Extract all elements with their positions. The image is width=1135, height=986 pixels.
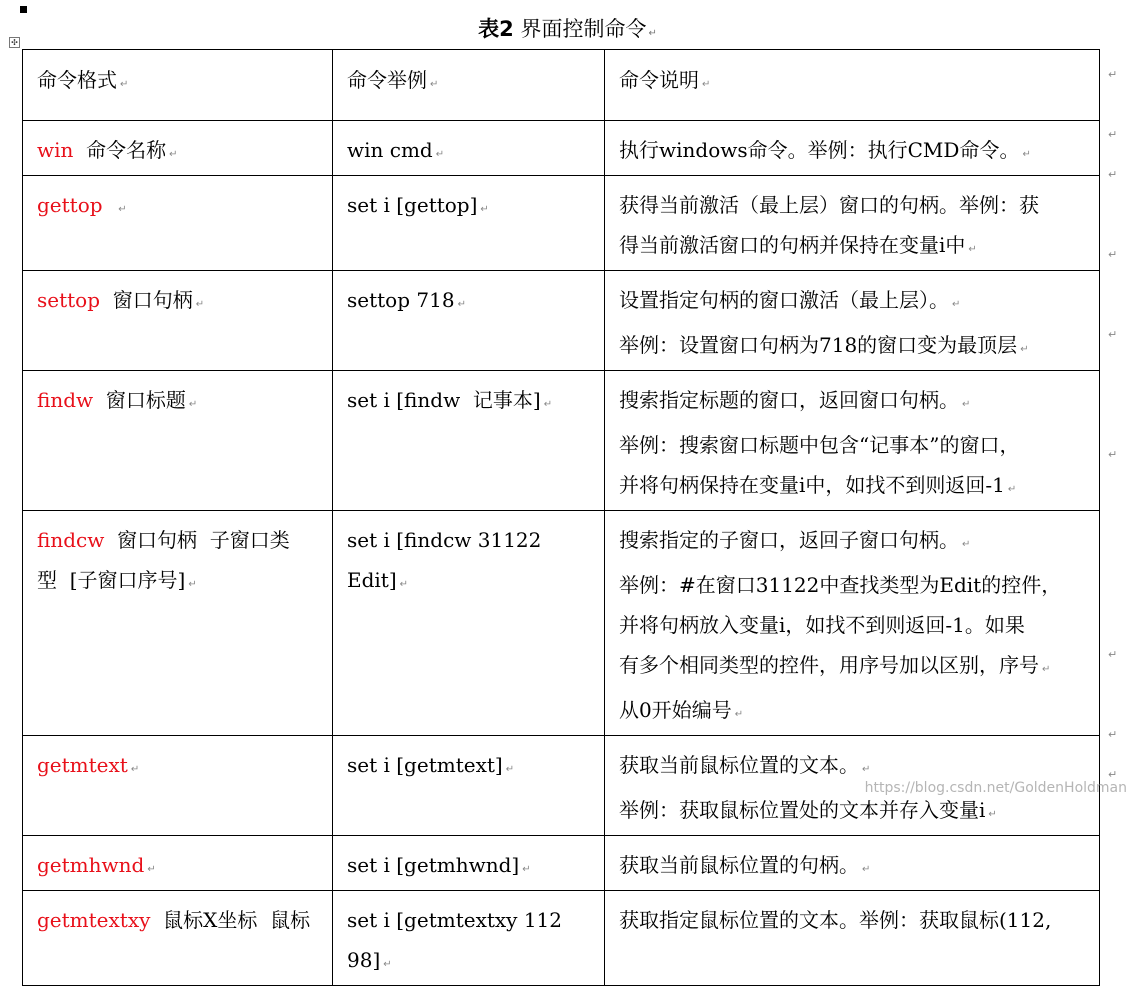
example-cell: set i [gettop] ↵ — [333, 176, 605, 271]
command-args: 窗口句柄 子窗口类 — [117, 528, 290, 552]
format-cell: gettop ↵ — [23, 176, 333, 271]
command-name: findcw — [37, 528, 105, 552]
format-cell: findw 窗口标题 ↵ — [23, 371, 333, 511]
table-row — [23, 271, 1100, 371]
table-row — [23, 836, 1100, 891]
command-table — [22, 49, 1100, 986]
header-description: 命令说明 ↵ — [605, 50, 1100, 121]
example-cell: set i [findw 记事本] ↵ — [333, 371, 605, 511]
table-move-handle-icon[interactable]: ✣ — [9, 37, 20, 48]
example-cell: set i [findcw 31122 Edit] ↵ — [333, 511, 605, 736]
row-end-mark: ↵ — [1108, 448, 1118, 461]
command-args: 命令名称 — [86, 138, 167, 162]
example-cell: settop 718 ↵ — [333, 271, 605, 371]
format-cell: getmhwnd ↵ — [23, 836, 333, 891]
command-args: 窗口标题 — [105, 388, 186, 412]
command-name: win — [37, 138, 74, 162]
row-end-mark: ↵ — [1108, 68, 1118, 81]
command-args-cont: 型 [子窗口序号] — [37, 568, 186, 592]
description-cell: 获取当前鼠标位置的文本。 ↵ 举例：获取鼠标位置处的文本并存入变量i ↵ — [605, 736, 1100, 836]
format-cell: findcw 窗口句柄 子窗口类 型 [子窗口序号] ↵ — [23, 511, 333, 736]
caption-title: 界面控制命令 — [520, 17, 647, 41]
table-row — [23, 121, 1100, 176]
format-cell: settop 窗口句柄 ↵ — [23, 271, 333, 371]
command-args: 鼠标X坐标 鼠标 — [163, 908, 311, 932]
row-end-mark: ↵ — [1108, 768, 1118, 781]
header-example: 命令举例 ↵ — [333, 50, 605, 121]
command-name: getmtext — [37, 753, 128, 777]
row-end-mark: ↵ — [1108, 328, 1118, 341]
command-name: getmtextxy — [37, 908, 151, 932]
table-row — [23, 511, 1100, 736]
watermark: https://blog.csdn.net/GoldenHoldman — [864, 780, 1127, 796]
caption-number: 表2 — [478, 17, 514, 41]
description-cell: 获取当前鼠标位置的句柄。 ↵ — [605, 836, 1100, 891]
description-cell: 搜索指定标题的窗口，返回窗口句柄。 ↵ 举例：搜索窗口标题中包含“记事本”的窗口， 并将句柄保持在变量i中，如找不到则返回-1 ↵ — [605, 371, 1100, 511]
row-end-mark: ↵ — [1108, 648, 1118, 661]
format-cell: getmtext ↵ — [23, 736, 333, 836]
header-row — [23, 50, 1100, 121]
command-name: getmhwnd — [37, 853, 145, 877]
row-end-mark: ↵ — [1108, 248, 1118, 261]
description-cell: 获取指定鼠标位置的文本。举例：获取鼠标(112, — [605, 891, 1100, 986]
description-cell: 搜索指定的子窗口，返回子窗口句柄。 ↵ 举例：#在窗口31122中查找类型为Edit的控件， 并将句柄放入变量i，如找不到则返回-1。如果 有多个相同类型的控件，用序号加以区别，序号 ↵ 从0开始编号 ↵ — [605, 511, 1100, 736]
format-cell — [23, 891, 333, 986]
table-row — [23, 891, 1100, 986]
table-row — [23, 176, 1100, 271]
row-end-mark: ↵ — [1108, 728, 1118, 741]
row-end-mark: ↵ — [1108, 168, 1118, 181]
description-cell: 获得当前激活（最上层）窗口的句柄。举例：获 得当前激活窗口的句柄并保持在变量i中 ↵ — [605, 176, 1100, 271]
description-cell: 设置指定句柄的窗口激活（最上层）。 ↵ 举例：设置窗口句柄为718的窗口变为最顶层 ↵ — [605, 271, 1100, 371]
example-cell: set i [getmtext] ↵ — [333, 736, 605, 836]
example-cell: set i [getmhwnd] ↵ — [333, 836, 605, 891]
example-cell: win cmd ↵ — [333, 121, 605, 176]
format-cell: win 命令名称 ↵ — [23, 121, 333, 176]
command-name: gettop — [37, 193, 103, 217]
table-row — [23, 371, 1100, 511]
example-cell: set i [getmtextxy 112 98] ↵ — [333, 891, 605, 986]
header-format: 命令格式 ↵ — [23, 50, 333, 121]
command-args: 窗口句柄 — [112, 288, 193, 312]
command-name: findw — [37, 388, 94, 412]
row-end-mark: ↵ — [1108, 128, 1118, 141]
description-cell: 执行windows命令。举例：执行CMD命令。 ↵ — [605, 121, 1100, 176]
paragraph-mark — [20, 6, 27, 13]
command-name: settop — [37, 288, 101, 312]
table-caption: 表2 界面控制命令 ↵ — [478, 17, 657, 41]
